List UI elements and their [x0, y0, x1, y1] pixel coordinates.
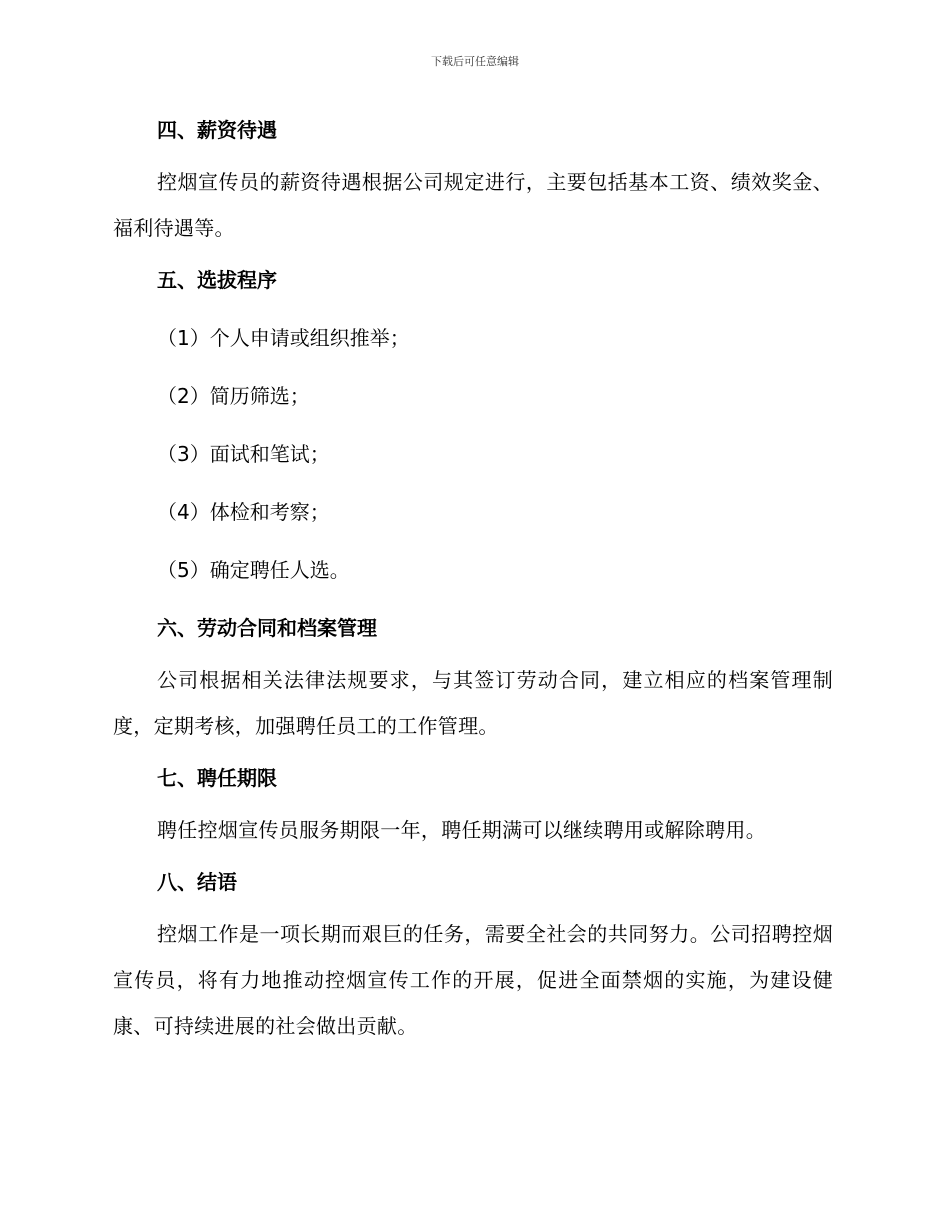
section-heading-term: 七、聘任期限 — [157, 766, 277, 790]
section-heading-contract: 六、劳动合同和档案管理 — [157, 616, 377, 640]
section-heading-selection: 五、选拔程序 — [157, 268, 277, 292]
section-body-conclusion: 控烟工作是一项长期而艰巨的任务，需要全社会的共同努力。公司招聘控烟宣传员，将有力地推动控烟宣传工作的开展，促进全面禁烟的实施，为建设健康、可持续进展的社会做出贡献。 — [113, 922, 833, 1038]
section-body-salary: 控烟宣传员的薪资待遇根据公司规定进行，主要包括基本工资、绩效奖金、福利待遇等。 — [113, 170, 833, 240]
selection-step-5: （5）确定聘任人选。 — [157, 558, 350, 582]
page-header-note: 下载后可任意编辑 — [431, 55, 519, 68]
section-heading-conclusion: 八、结语 — [157, 870, 237, 894]
selection-step-3: （3）面试和笔试； — [157, 442, 330, 466]
selection-step-2: （2）简历筛选； — [157, 384, 310, 408]
selection-step-4: （4）体检和考察； — [157, 500, 330, 524]
section-body-term: 聘任控烟宣传员服务期限一年，聘任期满可以继续聘用或解除聘用。 — [157, 818, 766, 842]
section-body-contract: 公司根据相关法律法规要求，与其签订劳动合同，建立相应的档案管理制度，定期考核，加强聘任员工的工作管理。 — [113, 668, 833, 738]
section-heading-salary: 四、薪资待遇 — [157, 118, 277, 142]
document-body — [113, 113, 833, 1049]
selection-step-1: （1）个人申请或组织推举； — [157, 326, 410, 350]
